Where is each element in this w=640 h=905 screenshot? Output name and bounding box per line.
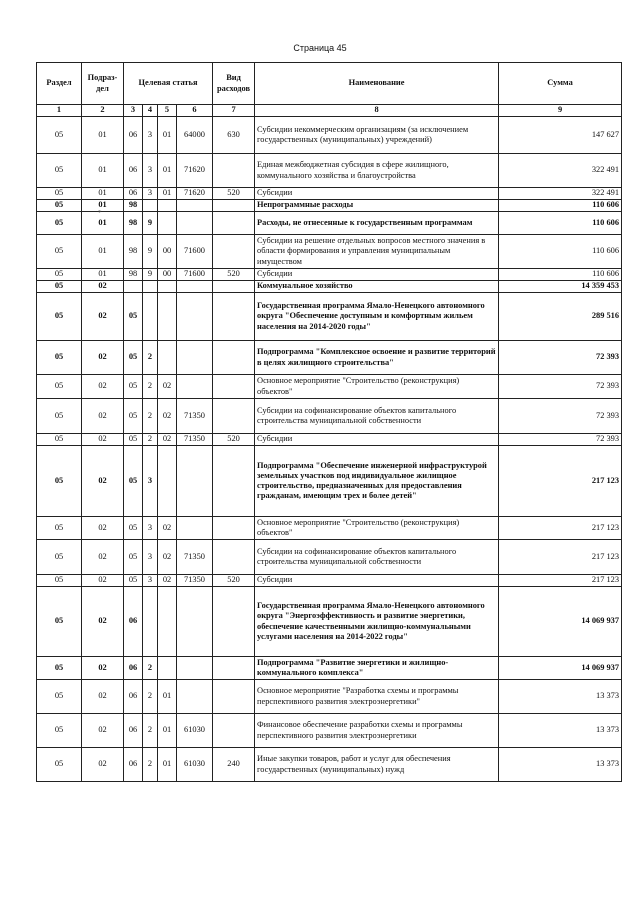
expense-type-cell [213, 446, 255, 517]
name-cell: Основное мероприятие "Разработка схемы и программы перспективного развития электроэнергетики" [255, 680, 499, 714]
name-cell: Субсидии некоммерческим организациям (за исключением государственных (муниципальных) учреждений) [255, 117, 499, 154]
name-cell: Субсидии [255, 188, 499, 200]
event-cell: 01 [158, 188, 177, 200]
subsection-cell: 01 [82, 154, 124, 188]
program-cell: 05 [124, 375, 143, 399]
direction-cell [177, 375, 213, 399]
subprogram-cell: 2 [143, 399, 158, 434]
name-cell: Основное мероприятие "Строительство (реконструкция) объектов" [255, 375, 499, 399]
expense-type-cell [213, 587, 255, 657]
expense-type-cell [213, 281, 255, 293]
subsection-cell: 02 [82, 575, 124, 587]
expense-type-cell [213, 293, 255, 341]
direction-cell: 71600 [177, 269, 213, 281]
subsection-cell: 01 [82, 269, 124, 281]
budget-table [36, 62, 622, 782]
event-cell: 02 [158, 575, 177, 587]
program-cell: 06 [124, 587, 143, 657]
event-cell: 02 [158, 434, 177, 446]
header-amount: Сумма [499, 63, 622, 105]
table-row [37, 269, 622, 281]
direction-cell [177, 680, 213, 714]
table-row [37, 657, 622, 680]
program-cell: 06 [124, 154, 143, 188]
section-cell: 05 [37, 540, 82, 575]
program-cell: 98 [124, 200, 143, 212]
program-cell: 06 [124, 117, 143, 154]
subprogram-cell: 2 [143, 657, 158, 680]
subsection-cell: 02 [82, 587, 124, 657]
table-row [37, 154, 622, 188]
header-row [37, 63, 622, 105]
subprogram-cell: 3 [143, 575, 158, 587]
subsection-cell: 02 [82, 434, 124, 446]
subprogram-cell: 2 [143, 375, 158, 399]
direction-cell [177, 341, 213, 375]
expense-type-cell [213, 375, 255, 399]
event-cell [158, 341, 177, 375]
amount-cell: 14 069 937 [499, 657, 622, 680]
expense-type-cell [213, 341, 255, 375]
program-cell: 06 [124, 680, 143, 714]
program-cell: 98 [124, 269, 143, 281]
direction-cell [177, 446, 213, 517]
event-cell: 01 [158, 714, 177, 748]
event-cell [158, 446, 177, 517]
program-cell: 05 [124, 341, 143, 375]
subsection-cell: 02 [82, 517, 124, 540]
column-number: 3 [124, 105, 143, 117]
section-cell: 05 [37, 680, 82, 714]
program-cell: 05 [124, 399, 143, 434]
expense-type-cell [213, 235, 255, 269]
expense-type-cell: 240 [213, 748, 255, 782]
amount-cell: 14 069 937 [499, 587, 622, 657]
section-cell: 05 [37, 446, 82, 517]
table-row [37, 117, 622, 154]
direction-cell: 71620 [177, 188, 213, 200]
name-cell: Субсидии [255, 269, 499, 281]
section-cell: 05 [37, 154, 82, 188]
section-cell: 05 [37, 399, 82, 434]
section-cell: 05 [37, 200, 82, 212]
section-cell: 05 [37, 375, 82, 399]
program-cell: 05 [124, 434, 143, 446]
name-cell: Субсидии [255, 434, 499, 446]
expense-type-cell [213, 714, 255, 748]
table-row [37, 434, 622, 446]
amount-cell: 13 373 [499, 748, 622, 782]
header-section: Раздел [37, 63, 82, 105]
column-number: 7 [213, 105, 255, 117]
direction-cell [177, 281, 213, 293]
event-cell: 02 [158, 399, 177, 434]
program-cell: 06 [124, 748, 143, 782]
name-cell: Государственная программа Ямало-Ненецкого автономного округа "Обеспечение доступным и комфортным жильем населения на 2014-2020 годы" [255, 293, 499, 341]
direction-cell [177, 212, 213, 235]
subsection-cell: 02 [82, 375, 124, 399]
expense-type-cell: 630 [213, 117, 255, 154]
expense-type-cell [213, 154, 255, 188]
table-row [37, 281, 622, 293]
expense-type-cell [213, 399, 255, 434]
direction-cell: 71350 [177, 434, 213, 446]
column-number: 8 [255, 105, 499, 117]
section-cell: 05 [37, 117, 82, 154]
column-number: 9 [499, 105, 622, 117]
table-row [37, 748, 622, 782]
table-row [37, 235, 622, 269]
event-cell [158, 293, 177, 341]
direction-cell: 71350 [177, 540, 213, 575]
table-row [37, 587, 622, 657]
name-cell: Единая межбюджетная субсидия в сфере жилищного, коммунального хозяйства и благоустройства [255, 154, 499, 188]
event-cell [158, 281, 177, 293]
subsection-cell: 02 [82, 399, 124, 434]
program-cell: 05 [124, 517, 143, 540]
subprogram-cell: 2 [143, 434, 158, 446]
section-cell: 05 [37, 235, 82, 269]
subsection-cell: 01 [82, 117, 124, 154]
subsection-cell: 01 [82, 212, 124, 235]
event-cell: 00 [158, 269, 177, 281]
section-cell: 05 [37, 587, 82, 657]
event-cell [158, 200, 177, 212]
expense-type-cell [213, 517, 255, 540]
table-row [37, 714, 622, 748]
expense-type-cell: 520 [213, 188, 255, 200]
amount-cell: 72 393 [499, 375, 622, 399]
amount-cell: 322 491 [499, 188, 622, 200]
name-cell: Субсидии на софинансирование объектов капитального строительства муниципальной собственности [255, 399, 499, 434]
expense-type-cell: 520 [213, 434, 255, 446]
name-cell: Государственная программа Ямало-Ненецкого автономного округа "Энергоэффективность и развитие энергетики, обеспечение качественными жилищно-коммунальными услугами населения на 2014-2022 годы" [255, 587, 499, 657]
column-number-row [37, 105, 622, 117]
event-cell: 01 [158, 680, 177, 714]
amount-cell: 110 606 [499, 235, 622, 269]
column-number: 5 [158, 105, 177, 117]
subprogram-cell: 2 [143, 748, 158, 782]
program-cell: 05 [124, 446, 143, 517]
amount-cell: 289 516 [499, 293, 622, 341]
header-expense-type: Вид расходов [213, 63, 255, 105]
amount-cell: 14 359 453 [499, 281, 622, 293]
event-cell: 00 [158, 235, 177, 269]
name-cell: Субсидии [255, 575, 499, 587]
direction-cell: 71620 [177, 154, 213, 188]
subprogram-cell [143, 587, 158, 657]
event-cell: 01 [158, 748, 177, 782]
direction-cell [177, 587, 213, 657]
subsection-cell: 02 [82, 341, 124, 375]
subsection-cell: 01 [82, 200, 124, 212]
direction-cell: 61030 [177, 748, 213, 782]
subsection-cell: 02 [82, 748, 124, 782]
amount-cell: 72 393 [499, 341, 622, 375]
column-number: 6 [177, 105, 213, 117]
table-row [37, 540, 622, 575]
direction-cell: 61030 [177, 714, 213, 748]
expense-type-cell: 520 [213, 575, 255, 587]
amount-cell: 110 606 [499, 269, 622, 281]
section-cell: 05 [37, 517, 82, 540]
subsection-cell: 02 [82, 446, 124, 517]
amount-cell: 322 491 [499, 154, 622, 188]
column-number: 2 [82, 105, 124, 117]
name-cell: Подпрограмма "Комплексное освоение и развитие территорий в целях жилищного строительства" [255, 341, 499, 375]
amount-cell: 72 393 [499, 434, 622, 446]
table-row [37, 575, 622, 587]
table-row [37, 399, 622, 434]
name-cell: Иные закупки товаров, работ и услуг для обеспечения государственных (муниципальных) нужд [255, 748, 499, 782]
column-number: 4 [143, 105, 158, 117]
event-cell: 02 [158, 375, 177, 399]
header-target-article: Целевая статья [124, 63, 213, 105]
direction-cell: 71350 [177, 399, 213, 434]
subprogram-cell: 3 [143, 446, 158, 517]
section-cell: 05 [37, 575, 82, 587]
amount-cell: 217 123 [499, 575, 622, 587]
subsection-cell: 01 [82, 188, 124, 200]
name-cell: Субсидии на решение отдельных вопросов местного значения в области формирования и управления муниципальным имуществом [255, 235, 499, 269]
table-row [37, 375, 622, 399]
direction-cell [177, 657, 213, 680]
event-cell [158, 212, 177, 235]
table-row [37, 188, 622, 200]
program-cell [124, 281, 143, 293]
amount-cell: 110 606 [499, 200, 622, 212]
event-cell: 02 [158, 540, 177, 575]
expense-type-cell [213, 212, 255, 235]
subprogram-cell: 2 [143, 341, 158, 375]
expense-type-cell [213, 200, 255, 212]
subprogram-cell: 2 [143, 714, 158, 748]
section-cell: 05 [37, 188, 82, 200]
subprogram-cell: 9 [143, 235, 158, 269]
subsection-cell: 02 [82, 714, 124, 748]
table-row [37, 293, 622, 341]
amount-cell: 13 373 [499, 680, 622, 714]
expense-type-cell: 520 [213, 269, 255, 281]
direction-cell: 71350 [177, 575, 213, 587]
name-cell: Подпрограмма "Обеспечение инженерной инфраструктурой земельных участков под индивидуальное жилищное строительство, предназначенных для предоставления гражданам, имеющим трех и более детей" [255, 446, 499, 517]
subsection-cell: 02 [82, 540, 124, 575]
section-cell: 05 [37, 212, 82, 235]
section-cell: 05 [37, 434, 82, 446]
program-cell: 98 [124, 212, 143, 235]
subprogram-cell: 3 [143, 540, 158, 575]
section-cell: 05 [37, 281, 82, 293]
amount-cell: 217 123 [499, 540, 622, 575]
table-row [37, 200, 622, 212]
event-cell: 01 [158, 154, 177, 188]
table-row [37, 341, 622, 375]
section-cell: 05 [37, 293, 82, 341]
subsection-cell: 02 [82, 657, 124, 680]
subprogram-cell [143, 281, 158, 293]
event-cell [158, 587, 177, 657]
program-cell: 05 [124, 293, 143, 341]
amount-cell: 110 606 [499, 212, 622, 235]
expense-type-cell [213, 657, 255, 680]
subsection-cell: 01 [82, 235, 124, 269]
name-cell: Расходы, не отнесенные к государственным программам [255, 212, 499, 235]
event-cell: 02 [158, 517, 177, 540]
section-cell: 05 [37, 657, 82, 680]
name-cell: Основное мероприятие "Строительство (реконструкция) объектов" [255, 517, 499, 540]
direction-cell [177, 517, 213, 540]
direction-cell: 64000 [177, 117, 213, 154]
name-cell: Подпрограмма "Развитие энергетики и жилищно-коммунального комплекса" [255, 657, 499, 680]
program-cell: 05 [124, 540, 143, 575]
table-row [37, 446, 622, 517]
expense-type-cell [213, 680, 255, 714]
name-cell: Коммунальное хозяйство [255, 281, 499, 293]
page-label: Страница 45 [293, 43, 347, 53]
subprogram-cell: 3 [143, 154, 158, 188]
program-cell: 06 [124, 188, 143, 200]
subsection-cell: 02 [82, 680, 124, 714]
subprogram-cell: 2 [143, 680, 158, 714]
amount-cell: 217 123 [499, 517, 622, 540]
table-row [37, 212, 622, 235]
section-cell: 05 [37, 714, 82, 748]
direction-cell [177, 293, 213, 341]
direction-cell [177, 200, 213, 212]
header-name: Наименование [255, 63, 499, 105]
name-cell: Субсидии на софинансирование объектов капитального строительства муниципальной собственности [255, 540, 499, 575]
expense-type-cell [213, 540, 255, 575]
section-cell: 05 [37, 748, 82, 782]
table-row [37, 517, 622, 540]
stray-mark: * [98, 209, 102, 217]
subprogram-cell [143, 293, 158, 341]
amount-cell: 13 373 [499, 714, 622, 748]
header-subsection: Подраз-дел [82, 63, 124, 105]
amount-cell: 217 123 [499, 446, 622, 517]
subsection-cell: 02 [82, 293, 124, 341]
subprogram-cell: 3 [143, 117, 158, 154]
subprogram-cell [143, 200, 158, 212]
subprogram-cell: 3 [143, 188, 158, 200]
event-cell: 01 [158, 117, 177, 154]
section-cell: 05 [37, 269, 82, 281]
section-cell: 05 [37, 341, 82, 375]
name-cell: Финансовое обеспечение разработки схемы и программы перспективного развития электроэнергетики [255, 714, 499, 748]
event-cell [158, 657, 177, 680]
subprogram-cell: 3 [143, 517, 158, 540]
direction-cell: 71600 [177, 235, 213, 269]
amount-cell: 147 627 [499, 117, 622, 154]
subprogram-cell: 9 [143, 269, 158, 281]
name-cell: Непрограммные расходы [255, 200, 499, 212]
program-cell: 06 [124, 657, 143, 680]
program-cell: 98 [124, 235, 143, 269]
table-row [37, 680, 622, 714]
amount-cell: 72 393 [499, 399, 622, 434]
program-cell: 06 [124, 714, 143, 748]
column-number: 1 [37, 105, 82, 117]
subprogram-cell: 9 [143, 212, 158, 235]
subsection-cell: 02 [82, 281, 124, 293]
program-cell: 05 [124, 575, 143, 587]
